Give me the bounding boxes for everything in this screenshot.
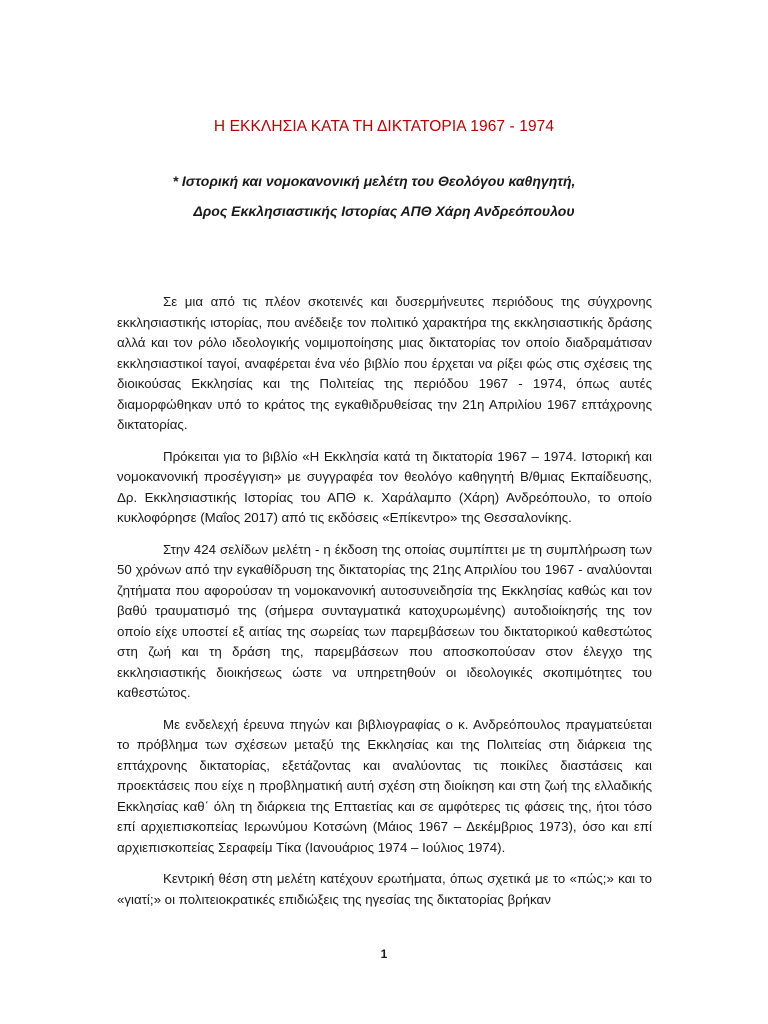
paragraph-5: Κεντρική θέση στη μελέτη κατέχουν ερωτήματα, όπως σχετικά με το «πώς;» και το «γιατί;» οι πολιτειοκρατικές επιδιώξεις της ηγεσίας της δικτατορίας βρήκαν: [117, 871, 652, 907]
document-title: Η ΕΚΚΛΗΣΙΑ ΚΑΤΑ ΤΗ ΔΙΚΤΑΤΟΡΙΑ 1967 - 1974: [213, 118, 555, 135]
paragraph-2: Πρόκειται για το βιβλίο «Η Εκκλησία κατά τη δικτατορία 1967 – 1974. Ιστορική και νομοκανονική προσέγγιση» με συγγραφέα τον θεολόγο καθηγητή Β/θμιας Εκπαίδευσης, Δρ. Εκκλησιαστικής Ιστορίας του ΑΠΘ κ. Χαράλαμπο (Χάρη) Ανδρεόπουλο, το οποίο κυκλοφόρησε (Μαΐος 2017) από τις εκδόσεις «Επίκεντρο» της Θεσσαλονίκης.: [117, 448, 652, 525]
subtitle-line-2: Δρος Εκκλησιαστικής Ιστορίας ΑΠΘ Χάρη Ανδρεόπουλου: [193, 203, 575, 219]
paragraph-1: Σε μια από τις πλέον σκοτεινές και δυσερμήνευτες περιόδους της σύγχρονης εκκλησιαστικής ιστορίας, που ανέδειξε τον πολιτικό χαρακτήρα της εκκλησιαστικής δράσης αλλά και τον ρόλο ιδεολογικής νομιμοποίησης μιας δικτατορίας τον οποίο διαδραμάτισαν εκκλησιαστικοί ταγοί, αναφέρεται ένα νέο βιβλίο που έρχεται να ρίξει φώς στις σχέσεις της διοικούσας Εκκλησίας και της Πολιτείας της περιόδου 1967 - 1974, όπως αυτές διαμορφώθηκαν υπό το κράτος της εγκαθιδρυθείσας την 21η Απριλίου 1967 επτάχρονης δικτατορίας.: [117, 294, 652, 432]
page-number: 1: [380, 947, 388, 961]
subtitle-line-1: * Ιστορική και νομοκανονική μελέτη του Θεολόγου καθηγητή,: [172, 173, 576, 189]
document-body: [117, 292, 652, 921]
paragraph-4: Με ενδελεχή έρευνα πηγών και βιβλιογραφίας ο κ. Ανδρεόπουλος πραγματεύεται το πρόβλημα των σχέσεων μεταξύ της Εκκλησίας και της Πολιτείας στη διάρκεια της επτάχρονης δικτατορίας, εξετάζοντας και αναλύοντας τις ποικίλες διαστάσεις και προεκτάσεις που είχε η προβληματική αυτή σχέση στη διοίκηση και στη ζωή της ελλαδικής Εκκλησίας καθ΄ όλη τη διάρκεια της Επταετίας και σε αμφότερες τις φάσεις της, ήτοι τόσο επί αρχιεπισκοπείας Ιερωνύμου Κοτσώνη (Μάιος 1967 – Δεκέμβριος 1973), όσο και επί αρχιεπισκοπείας Σεραφείμ Τίκα (Ιανουάριος 1974 – Ιούλιος 1974).: [117, 716, 652, 855]
paragraph-3: Στην 424 σελίδων μελέτη - η έκδοση της οποίας συμπίπτει με τη συμπλήρωση των 50 χρόνων από την εγκαθίδρυση της δικτατορίας της 21ης Απριλίου του 1967 - αναλύονται ζητήματα που αφορούσαν τη νομοκανονική αυτοσυνειδησία της Εκκλησίας καθώς και τον βαθύ τραυματισμό της (σήμερα συνταγματικά κατοχυρωμένης) αυτοδιοίκησής της τον οποίο είχε υποστεί εξ αιτίας της σωρείας των παρεμβάσεων του δικτατορικού καθεστώτος στη ζωή και τη δράση της, παρεμβάσεων που αποσκοπούσαν στον έλεγχο της εκκλησιαστικής διοικήσεως ώστε να υπηρετηθούν οι ιδεολογικές σκοπιμότητες του καθεστώτος.: [117, 541, 652, 700]
